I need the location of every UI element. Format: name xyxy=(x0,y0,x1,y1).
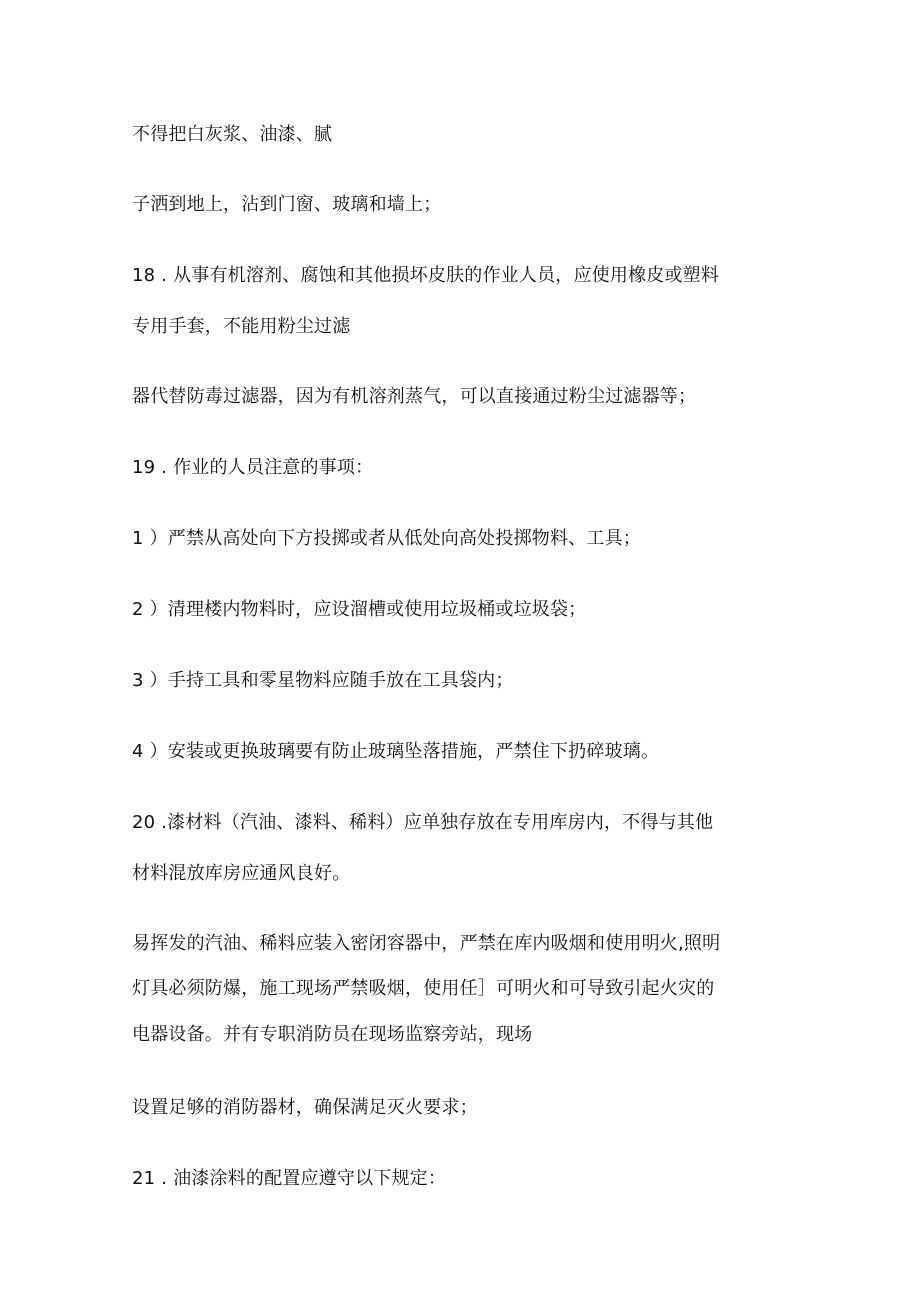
text-line: 材料混放库房应通风良好。 xyxy=(132,863,351,884)
text-line: 专用手套，不能用粉尘过滤 xyxy=(132,316,351,337)
text-line: 子洒到地上，沾到门窗、玻璃和墙上； xyxy=(132,194,442,215)
text-line: 21 . 油漆涂料的配置应遵守以下规定： xyxy=(132,1168,447,1189)
text-line: 1 ）严禁从高处向下方投掷或者从低处向高处投掷物料、工具； xyxy=(132,528,641,549)
text-line: 设置足够的消防器材，确保满足灭火要求； xyxy=(132,1097,478,1118)
text-line: 灯具必须防爆，施工现场严禁吸烟，使用任］可明火和可导致引起火灾的 xyxy=(132,978,715,999)
text-line: 18 . 从事有机溶剂、腐蚀和其他损坏皮肤的作业人员，应使用橡皮或塑料 xyxy=(132,265,720,286)
text-line: 3 ）手持工具和零星物料应随手放在工具袋内； xyxy=(132,670,514,691)
text-line: 不得把白灰浆、油漆、腻 xyxy=(132,124,333,145)
text-line: 20 .漆材料（汽油、漆料、稀料）应单独存放在专用库房内，不得与其他 xyxy=(132,812,714,833)
text-line: 电器设备。并有专职消防员在现场监察旁站，现场 xyxy=(132,1024,533,1045)
text-line: 19 . 作业的人员注意的事项： xyxy=(132,457,374,478)
text-line: 器代替防毒过滤器，因为有机溶剂蒸气，可以直接通过粉尘过滤器等； xyxy=(132,386,697,407)
text-line: 2 ）清理楼内物料时，应设溜槽或使用垃圾桶或垃圾袋； xyxy=(132,599,587,620)
text-line: 4 ）安装或更换玻璃要有防止玻璃坠落措施，严禁住下扔碎玻璃。 xyxy=(132,741,660,762)
text-line: 易挥发的汽油、稀料应装入密闭容器中，严禁在库内吸烟和使用明火,照明 xyxy=(132,933,721,954)
